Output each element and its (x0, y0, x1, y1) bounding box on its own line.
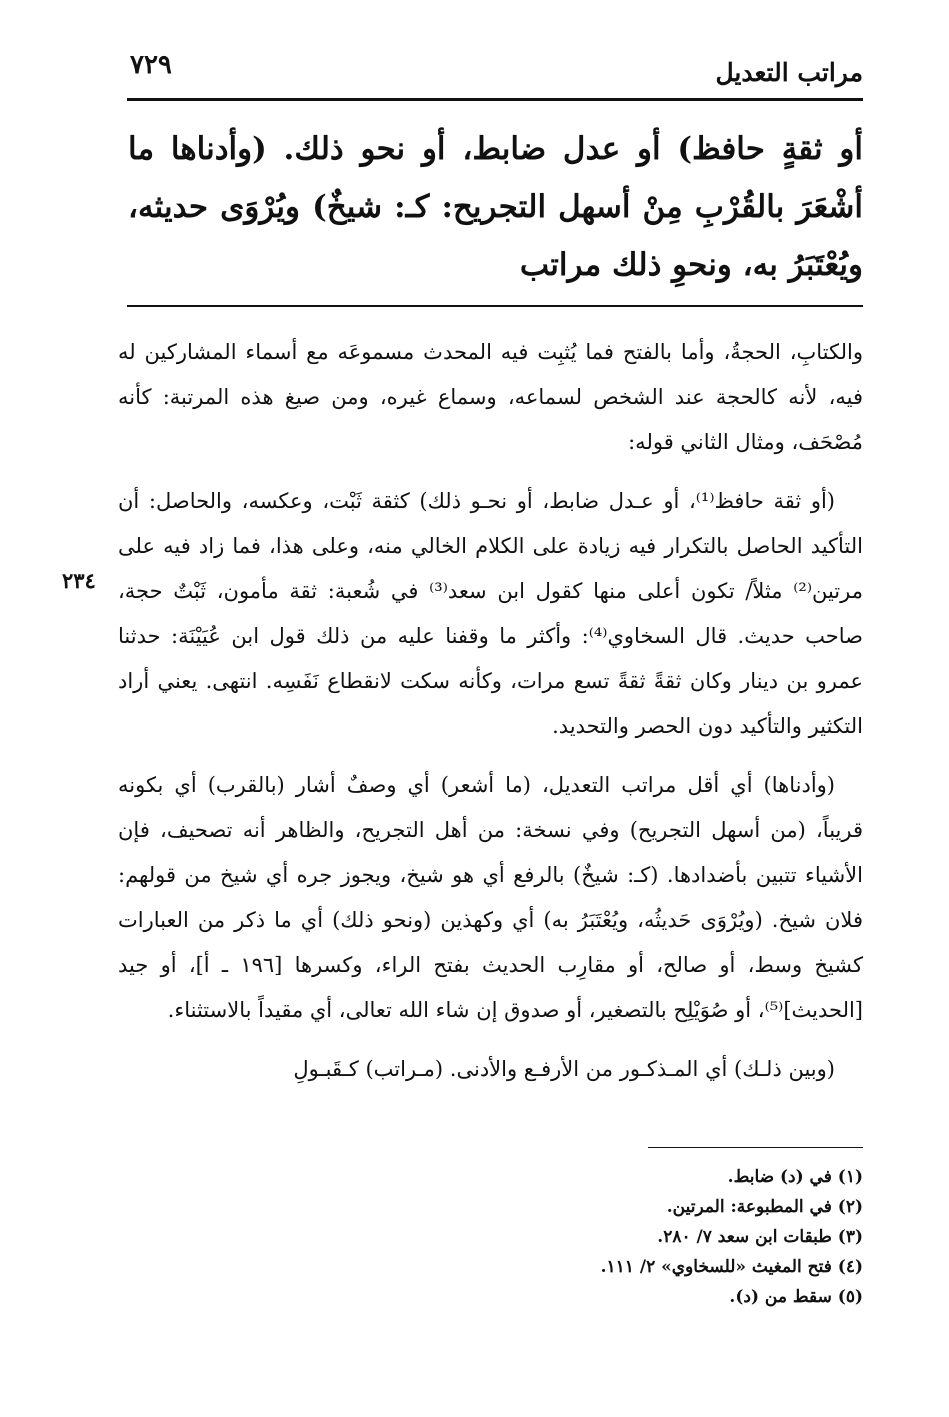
main-text-block (128, 120, 863, 294)
footnote: (٣) طبقات ابن سعد ٧/ ٢٨٠. (657, 1227, 863, 1247)
footnote: (٤) فتح المغيث «للسخاوي» ٢/ ١١١. (600, 1257, 863, 1277)
header-rule (127, 98, 863, 101)
footnote: (٥) سقط من (د). (729, 1287, 863, 1307)
page-number: ٧٢٩ (130, 50, 172, 80)
page-header (120, 50, 863, 100)
main-text: أو ثقةٍ حافظ) أو عدل ضابط، أو نحو ذلك. (وأدناها ما أشْعَرَ بالقُرْبِ مِنْ أسهل التجريح: كـ: شيخٌ) ويُرْوَى حديثه، ويُعْتَبَرُ به، ونحوِ ذلك مراتب (128, 131, 863, 283)
footnote: (٢) في المطبوعة: المرتين. (666, 1197, 863, 1217)
commentary-paragraph: (وبين ذلـك) أي المـذكـور من الأرفـع والأدنى. (مـراتب) كـقَبـولِ (293, 1057, 835, 1081)
footnotes (400, 1162, 863, 1312)
commentary-paragraph: (وأدناها) أي أقل مراتب التعديل، (ما أشعر) أي وصفٌ أشار (بالقرب) أي بكونه قريباً، (من أسهل التجريح) وفي نسخة: من أهل التجريح، والظاهر أنه تصحيف، فإن الأشياء تتبين بأضدادها. (كـ: شيخٌ) بالرفع أي هو شيخ، ويجوز جره أي شيخ من قولهم: فلان شيخ. (ويُرْوَى حَديثُه، ويُعْتَبَرُ به) أي وكهذين (ونحو ذلك) أي ما ذكر من العبارات كشيخ وسط، أو صالح، أو مقارِب الحديث بفتح الراء، وكسرها [١٩٦ ـ أ]، أو جيد [الحديث]⁽⁵⁾، أو صُوَيْلِح بالتصغير، أو صدوق إن شاء الله تعالى، أي مقيداً بالاستثناء. (118, 773, 863, 1022)
footnote-rule (648, 1147, 863, 1148)
commentary-paragraph: والكتابِ، الحجةُ، وأما بالفتح فما يُثبِت فيه المحدث مسموعَه مع أسماء المشاركين له فيه، لأنه كالحجة عند الشخص لسماعه، وسماع غيره، ومن صيغ هذه المرتبة: كأنه مُصْحَف، ومثال الثاني قوله: (118, 340, 863, 454)
running-title: مراتب التعديل (715, 58, 863, 87)
commentary-block (118, 330, 863, 1106)
margin-reference-number: ٢٣٤ (62, 568, 96, 593)
commentary-paragraph: (أو ثقة حافظ⁽¹⁾، أو عـدل ضابط، أو نحـو ذلك) كثقة ثَبْت، وعكسه، والحاصل: أن التأكيد الحاصل بالتكرار فيه زيادة على الكلام الخالي منه، وعلى هذا، فما زاد فيه على مرتين⁽²⁾ مثلاً/ تكون أعلى منها كقول ابن سعد⁽³⁾ في شُعبة: ثقة مأمون، ثَبْتٌ حجة، صاحب حديث. قال السخاوي⁽⁴⁾: وأكثر ما وقفنا عليه من ذلك قول ابن عُيَيْنَة: حدثنا عمرو بن دينار وكان ثقةً ثقةً تسع مرات، وكأنه سكت لانقطاع نَفَسِه. انتهى. يعني أراد التكثير والتأكيد دون الحصر والتحديد. (118, 489, 863, 738)
footnote: (١) في (د) ضابط. (727, 1167, 863, 1187)
section-separator (127, 305, 863, 307)
